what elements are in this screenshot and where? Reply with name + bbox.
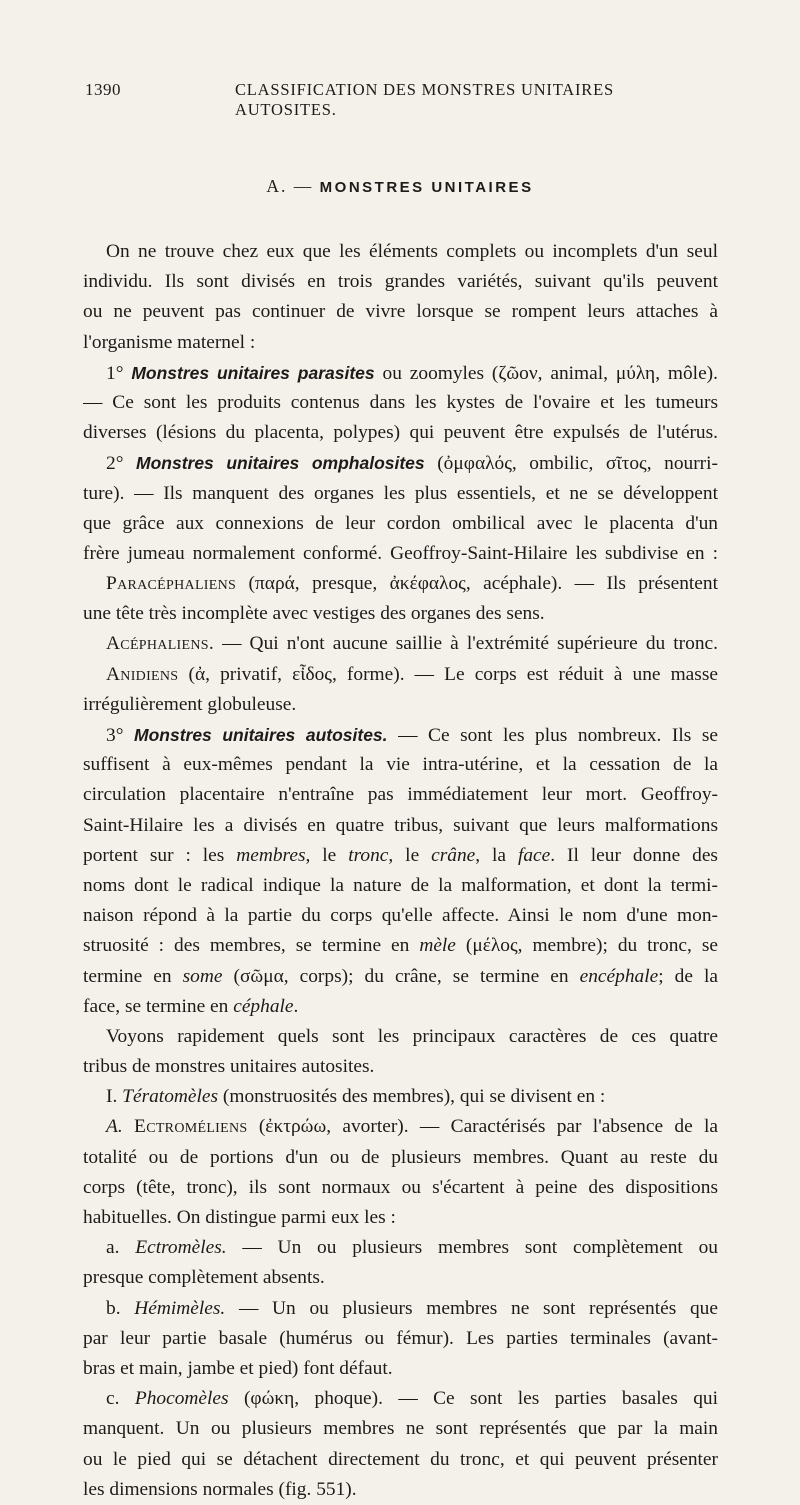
text-run: (monstruosités des membres), qui se divisent en : xyxy=(222,1086,606,1108)
term: Phocomèles xyxy=(134,1388,229,1410)
text-line xyxy=(83,841,718,871)
term: some xyxy=(182,965,223,987)
text-run: (μέλος, membre); du tronc, se xyxy=(465,935,718,957)
body-text xyxy=(83,237,718,1505)
item-letter: b. xyxy=(106,1297,121,1319)
text-line: habituelles. On distingue parmi eux les : xyxy=(83,1207,396,1228)
term: Ectroméliens xyxy=(134,1116,248,1138)
text-line xyxy=(83,1112,718,1142)
item-number: 1° xyxy=(106,362,124,384)
text-line xyxy=(83,1294,718,1324)
text-line: irrégulièrement globuleuse. xyxy=(83,693,297,715)
section-title xyxy=(0,176,800,197)
text-run: ou zoomyles (ζῶον, animal, μύλη, môle). xyxy=(382,362,718,384)
text-run: , la xyxy=(475,844,507,866)
text-run: face, se termine en xyxy=(83,995,229,1017)
text-line: une tête très incomplète avec vestiges des organes des sens. xyxy=(83,603,545,625)
text-line: suffisent à eux-mêmes pendant la vie intra-utérine, et la cessation de la xyxy=(83,754,718,776)
text-run: (ἀ, privatif, εἶδος, forme). — Le corps est réduit à une masse xyxy=(188,663,718,685)
text-run: , le xyxy=(305,844,337,866)
text-run: (παρά, presque, ἀκέφαλος, acéphale). — Ils présentent xyxy=(248,573,718,595)
text-line: manquent. Un ou plusieurs membres ne sont représentés que par la main xyxy=(83,1418,718,1440)
text-line xyxy=(83,660,718,690)
text-line xyxy=(83,1082,718,1112)
term: encéphale xyxy=(579,965,659,987)
text-line: que grâce aux connexions de leur cordon ombilical avec le placenta d'un xyxy=(83,512,718,534)
term: Tératomèles xyxy=(122,1086,219,1108)
section-heading: MONSTRES UNITAIRES xyxy=(319,179,534,196)
item-letter: a. xyxy=(106,1237,120,1259)
text-line: totalité ou de portions d'un ou de plusieurs membres. Quant au reste du xyxy=(83,1146,718,1168)
text-line: diverses (lésions du placenta, polypes) qui peuvent être expulsés de l'utérus. xyxy=(83,422,718,444)
text-line xyxy=(83,358,718,388)
term: Monstres unitaires parasites xyxy=(131,362,375,383)
text-line: — Ce sont les produits contenus dans les kystes de l'ovaire et les tumeurs xyxy=(83,391,718,413)
text-run: . Il leur donne des xyxy=(550,844,718,866)
text-line: presque complètement absents. xyxy=(83,1267,325,1289)
text-line: ture). — Ils manquent des organes les plus essentiels, et ne se développent xyxy=(83,482,718,504)
text-line: ou le pied qui se détachent directement du tronc, et qui peuvent présenter xyxy=(83,1448,718,1470)
text-line xyxy=(83,962,718,992)
item-number: I. xyxy=(106,1086,118,1108)
text-run: — Un ou plusieurs membres ne sont représentés que xyxy=(238,1297,718,1319)
text-line: Voyons rapidement quels sont les principaux caractères de ces quatre xyxy=(106,1025,718,1047)
text-line xyxy=(83,569,718,599)
term: crâne xyxy=(431,844,476,866)
text-line xyxy=(83,448,718,478)
running-head xyxy=(85,80,715,119)
item-letter: c. xyxy=(106,1388,120,1410)
text-line: les dimensions normales (fig. 551). xyxy=(83,1478,357,1500)
text-run: termine en xyxy=(83,965,172,987)
term: Monstres unitaires omphalosites xyxy=(136,453,425,474)
text-line: frère jumeau normalement conformé. Geoffroy-Saint-Hilaire les subdivise en : xyxy=(83,542,718,564)
page-number: 1390 xyxy=(85,80,121,99)
item-letter: A. xyxy=(106,1116,123,1138)
running-title: CLASSIFICATION DES MONSTRES UNITAIRES AUTOSITES. xyxy=(235,80,614,119)
text-line: Saint-Hilaire les a divisés en quatre tribus, suivant que leurs malformations xyxy=(83,814,718,836)
text-run: — Ce sont les plus nombreux. Ils se xyxy=(398,725,718,746)
text-line: tribus de monstres unitaires autosites. xyxy=(83,1056,375,1078)
text-run: , le xyxy=(388,844,420,866)
section-letter: A. — xyxy=(266,176,314,196)
text-line: individu. Ils sont divisés en trois grandes variétés, suivant qu'ils peuvent xyxy=(83,271,718,293)
text-line xyxy=(83,720,718,750)
text-line: bras et main, jambe et pied) font défaut. xyxy=(83,1357,393,1379)
text-line xyxy=(83,992,718,1022)
text-line: l'organisme maternel : xyxy=(83,331,256,353)
text-run: . xyxy=(293,995,299,1017)
term: tronc xyxy=(348,844,389,866)
term: membres xyxy=(236,844,306,866)
text-line: On ne trouve chez eux que les éléments complets ou incomplets d'un seul xyxy=(106,241,718,262)
text-line xyxy=(83,1233,718,1263)
text-line xyxy=(83,1384,718,1414)
text-line: noms dont le radical indique la nature de la malformation, et dont la termi- xyxy=(83,874,718,896)
text-line: naison répond à la partie du corps qu'elle affecte. Ainsi le nom d'une mon- xyxy=(83,905,718,927)
term: mèle xyxy=(419,935,456,957)
text-run: (ὀμφαλός, ombilic, σῖτος, nourri- xyxy=(437,453,718,475)
term: Acéphaliens. xyxy=(106,633,215,655)
text-run: (σῶμα, corps); du crâne, se termine en xyxy=(233,965,569,987)
text-run: — Un ou plusieurs membres sont complètement ou xyxy=(242,1237,718,1259)
text-line: ou ne peuvent pas continuer de vivre lorsque se rompent leurs attaches à xyxy=(83,301,718,323)
text-run: — Qui n'ont aucune saillie à l'extrémité supérieure du tronc. xyxy=(222,633,718,655)
item-number: 3° xyxy=(106,725,124,746)
term: face xyxy=(517,844,551,866)
text-run: (φώκη, phoque). — Ce sont les parties basales qui xyxy=(243,1388,718,1410)
term: Ectromèles. xyxy=(135,1237,227,1259)
text-line: corps (tête, tronc), ils sont normaux ou s'écartent à peine des dispositions xyxy=(83,1176,718,1198)
term: céphale xyxy=(233,995,294,1017)
text-line: par leur partie basale (humérus ou fémur). Les parties terminales (avant- xyxy=(83,1327,718,1349)
text-run: ; de la xyxy=(658,965,718,987)
text-run: struosité : des membres, se termine en xyxy=(83,935,410,957)
text-line xyxy=(83,931,718,961)
term: Hémimèles. xyxy=(134,1297,226,1319)
term: Paracéphaliens xyxy=(106,573,237,595)
text-run: (ἐκτρώω, avorter). — Caractérisés par l'absence de la xyxy=(258,1116,718,1138)
text-line xyxy=(83,629,718,659)
text-run: portent sur : les xyxy=(83,844,225,866)
item-number: 2° xyxy=(106,453,124,475)
term: Monstres unitaires autosites. xyxy=(134,725,388,745)
text-line: circulation placentaire n'entraîne pas immédiatement leur mort. Geoffroy- xyxy=(83,784,718,806)
term: Anidiens xyxy=(106,663,179,685)
